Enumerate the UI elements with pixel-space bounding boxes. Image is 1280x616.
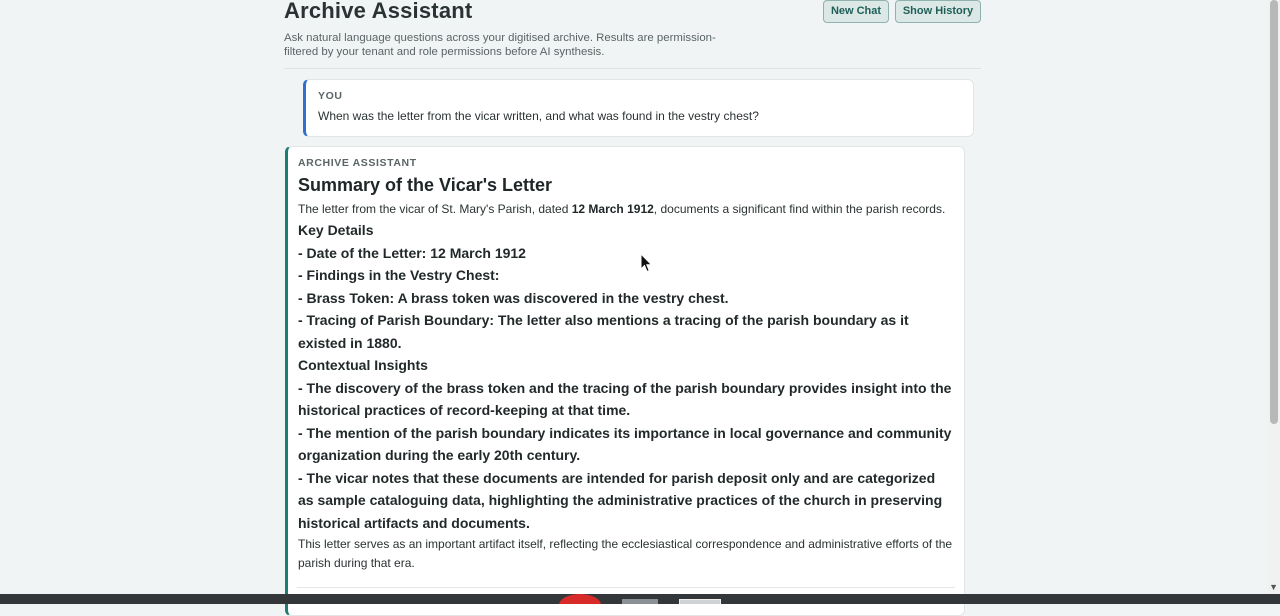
page-title: Archive Assistant bbox=[284, 0, 473, 23]
insight-item: - The mention of the parish boundary indicates its importance in local governance and community organization during the early 20th century. bbox=[298, 424, 952, 463]
intro-date: 12 March 1912 bbox=[571, 202, 654, 216]
mouse-cursor-icon bbox=[640, 253, 654, 274]
taskbar-app-icon[interactable] bbox=[622, 599, 658, 604]
taskbar-app-icon[interactable] bbox=[679, 599, 721, 604]
assistant-intro bbox=[298, 200, 954, 219]
intro-text-before: The letter from the vicar of St. Mary's Parish, dated bbox=[298, 202, 572, 216]
assistant-role-label: ARCHIVE ASSISTANT bbox=[298, 157, 417, 169]
key-detail-item: - Tracing of Parish Boundary: The letter also mentions a tracing of the parish boundary as it existed in 1880. bbox=[298, 312, 909, 351]
key-detail-item: - Brass Token: A brass token was discovered in the vestry chest. bbox=[298, 289, 729, 306]
header-divider bbox=[284, 68, 981, 69]
show-history-button[interactable]: Show History bbox=[895, 0, 981, 23]
message-divider bbox=[297, 587, 955, 588]
intro-text-after: , documents a significant find within the parish records. bbox=[653, 202, 946, 216]
key-detail-item: - Date of the Letter: 12 March 1912 bbox=[298, 244, 526, 261]
scroll-down-arrow-icon[interactable]: ▼ bbox=[1269, 582, 1278, 592]
page-scrollbar[interactable] bbox=[1268, 0, 1280, 594]
user-message bbox=[303, 79, 974, 137]
assistant-closing: This letter serves as an important artifact itself, reflecting the ecclesiastical correspondence and administrative efforts of the parish during that era. bbox=[298, 537, 953, 570]
user-message-text: When was the letter from the vicar written, and what was found in the vestry chest? bbox=[318, 109, 759, 123]
insight-item: - The vicar notes that these documents are intended for parish deposit only and are categorized as sample cataloguing data, highlighting the administrative practices of the church in preserving historical artifacts and documents. bbox=[298, 469, 943, 531]
scrollbar-thumb[interactable] bbox=[1270, 0, 1278, 424]
key-details-heading: Key Details bbox=[298, 222, 374, 238]
page-subtitle: Ask natural language questions across your digitised archive. Results are permission-filtered by your tenant and role permissions before AI synthesis. bbox=[284, 32, 716, 58]
insight-item: - The discovery of the brass token and the tracing of the parish boundary provides insight into the historical practices of record-keeping at that time. bbox=[298, 379, 952, 418]
key-detail-item: - Findings in the Vestry Chest: bbox=[298, 267, 500, 283]
taskbar-app-icon[interactable] bbox=[559, 594, 601, 604]
new-chat-button[interactable]: New Chat bbox=[823, 0, 889, 23]
assistant-answer-title: Summary of the Vicar's Letter bbox=[298, 175, 553, 195]
assistant-message bbox=[285, 146, 965, 616]
user-role-label: YOU bbox=[318, 90, 343, 102]
taskbar bbox=[0, 594, 1280, 604]
contextual-insights-heading: Contextual Insights bbox=[298, 357, 428, 373]
